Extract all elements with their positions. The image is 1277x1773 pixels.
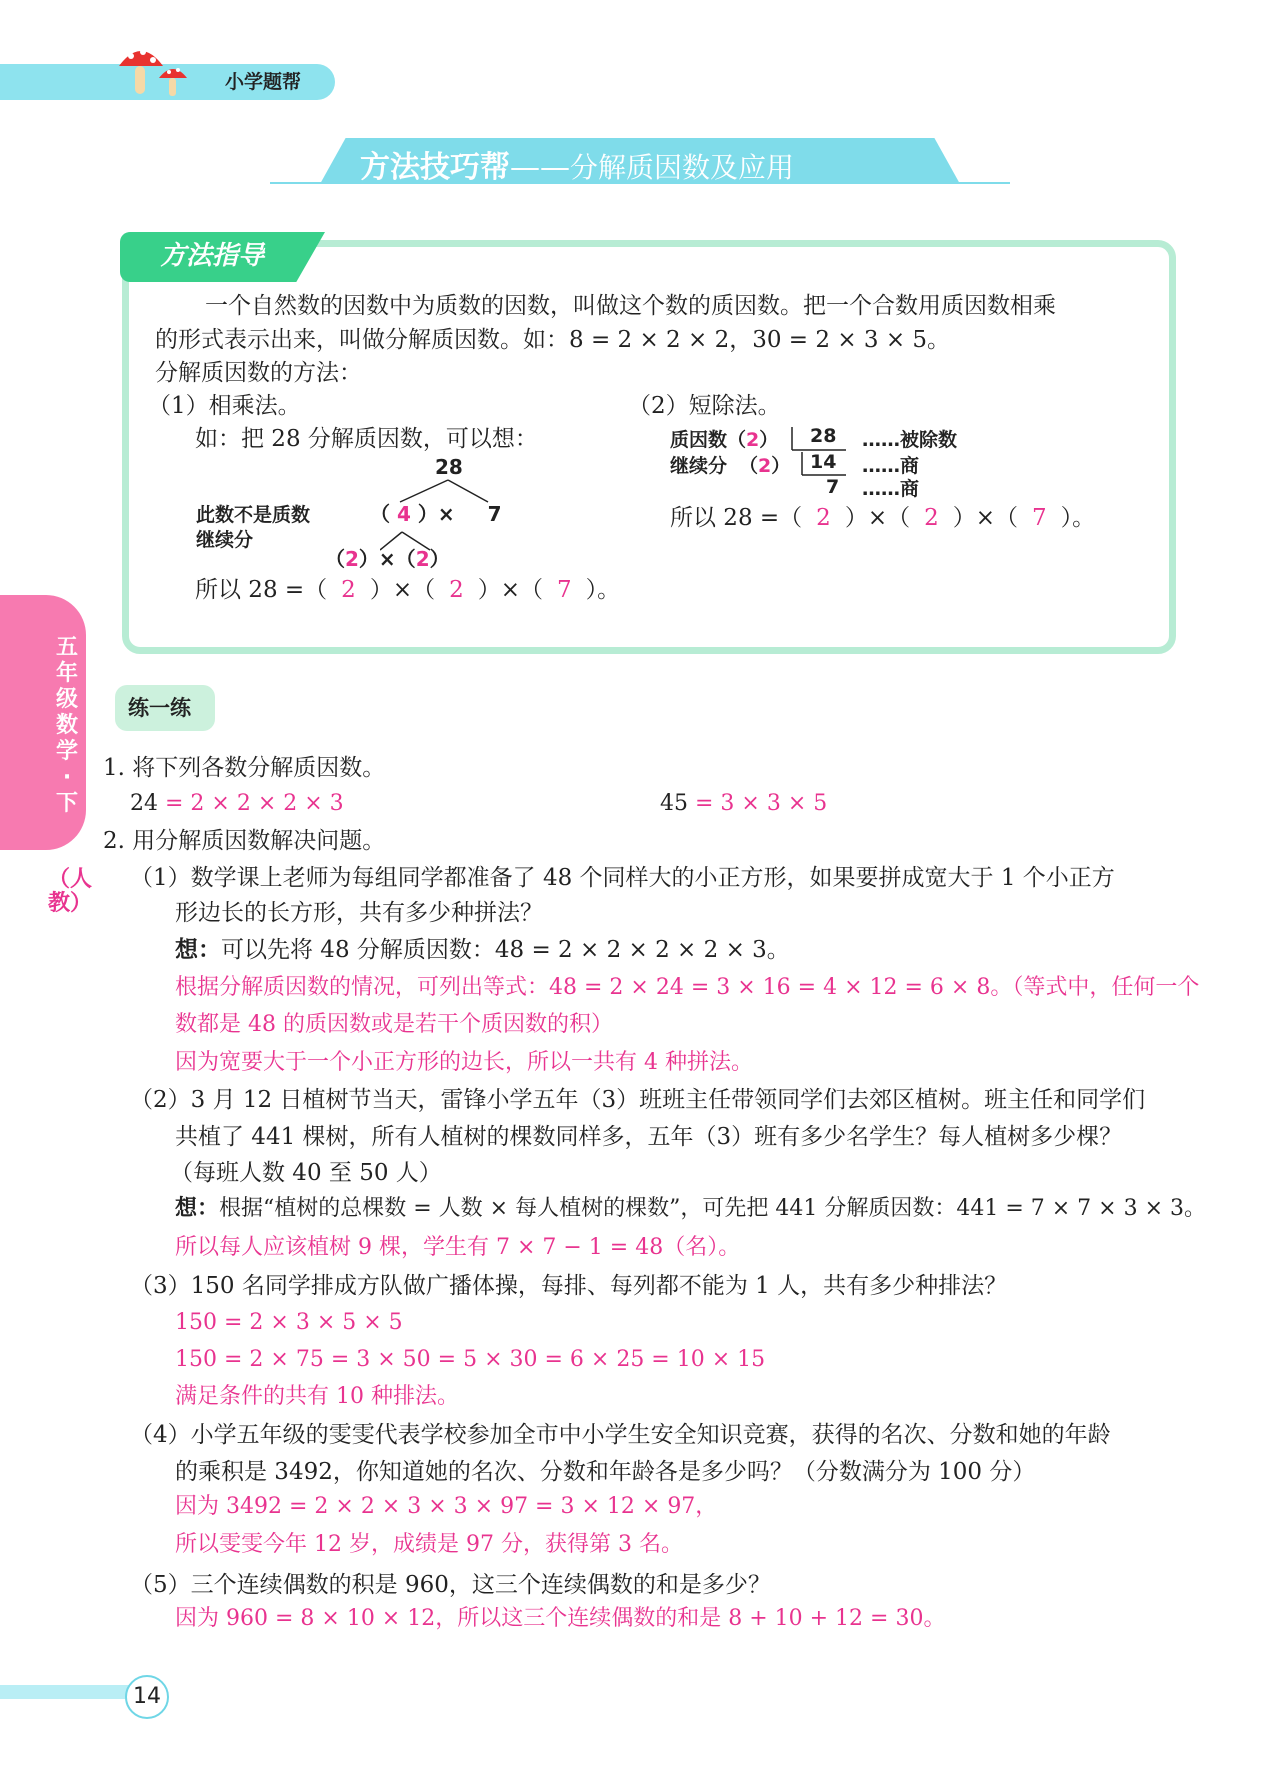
method1-label: （1）相乘法。 (148, 393, 301, 419)
q1-answer-left: 24 = 2 × 2 × 2 × 3 (130, 791, 344, 816)
q2-1-answer-2: 数都是 48 的质因数或是若干个质因数的积） (175, 1012, 613, 1037)
method2-label: （2）短除法。 (628, 393, 781, 419)
method1-example: 如：把 28 分解质因数，可以想： (195, 426, 538, 452)
grade-label: 五年级数学·下 (55, 635, 78, 816)
quotient-1-note: ……商 (862, 455, 920, 477)
mushroom-logo (115, 42, 195, 102)
guide-para-1: 一个自然数的因数中为质数的因数，叫做这个数的质因数。把一个合数用质因数相乘 (205, 293, 1056, 319)
brand-label: 小学题帮 (225, 71, 302, 93)
q2-1-hint: 想：可以先将 48 分解质因数：48 = 2 × 2 × 2 × 2 × 3。 (175, 937, 790, 963)
q2-1-line-1: （1）数学课上老师为每组同学都准备了 48 个同样大的小正方形，如果要拼成宽大于 1 个小正方 (130, 865, 1115, 891)
q2-4-answer-1: 因为 3492 = 2 × 2 × 3 × 3 × 97 = 3 × 12 × 97， (175, 1494, 718, 1519)
tree-answer: 2 (415, 547, 430, 571)
short-division-row-2: 继续分 （2） (670, 455, 791, 477)
q2-1-answer-3: 因为宽要大于一个小正方形的边长，所以一共有 4 种拼法。 (175, 1050, 753, 1075)
edition-label: （人教） (48, 867, 93, 916)
guide-para-3: 分解质因数的方法： (155, 360, 362, 386)
tree-top: 28 (435, 455, 463, 479)
q2-3-answer-2: 150 = 2 × 75 = 3 × 50 = 5 × 30 = 6 × 25 = 10 × 15 (175, 1347, 766, 1372)
tree-row-2: （2）×（2） (325, 547, 450, 571)
quotient-2-note: ……商 (862, 478, 920, 500)
q2-2-answer: 所以每人应该植树 9 棵，学生有 7 × 7 − 1 = 48（名）。 (175, 1235, 741, 1260)
tree-answer: 2 (345, 547, 359, 571)
q1-text: 1. 将下列各数分解质因数。 (103, 755, 386, 781)
tree-note-2: 继续分 (196, 529, 254, 551)
method2-result: 所以 28 =（ 2 ）×（ 2 ）×（ 7 ）。 (670, 505, 1096, 531)
q2-1-line-2: 形边长的长方形，共有多少种拼法？ (175, 900, 543, 926)
tree-row-1: （ 4 ）× 7 (370, 502, 502, 526)
q2-2-line-3: （每班人数 40 至 50 人） (170, 1160, 442, 1186)
quotient-2: 7 (826, 476, 840, 498)
tree-answer: 4 (396, 502, 411, 526)
quotient-1: 14 (810, 451, 837, 473)
q2-5-answer: 因为 960 = 8 × 10 × 12，所以这三个连续偶数的和是 8 + 10 + 12 = 30。 (175, 1606, 946, 1631)
q2-text: 2. 用分解质因数解决问题。 (103, 828, 386, 854)
method1-result: 所以 28 =（ 2 ）×（ 2 ）×（ 7 ）。 (195, 577, 621, 603)
method-guide-label: 方法指导 (160, 241, 265, 271)
dividend-note: ……被除数 (862, 429, 958, 451)
tree-note-1: 此数不是质数 (196, 504, 311, 526)
q2-4-line-1: （4）小学五年级的雯雯代表学校参加全市中小学生安全知识竞赛，获得的名次、分数和她的年龄 (130, 1422, 1111, 1448)
q2-4-answer-2: 所以雯雯今年 12 岁，成绩是 97 分，获得第 3 名。 (175, 1532, 683, 1557)
q2-2-line-1: （2）3 月 12 日植树节当天，雷锋小学五年（3）班班主任带领同学们去郊区植树。班主任和同学们 (130, 1087, 1146, 1113)
q1-answer-right: 45 = 3 × 3 × 5 (660, 791, 828, 816)
q2-3-answer-1: 150 = 2 × 3 × 5 × 5 (175, 1310, 403, 1335)
q2-5-line-1: （5）三个连续偶数的积是 960，这三个连续偶数的和是多少？ (130, 1572, 771, 1598)
q2-3-line-1: （3）150 名同学排成方队做广播体操，每排、每列都不能为 1 人，共有多少种排法？ (130, 1273, 1008, 1299)
dividend: 28 (810, 425, 837, 447)
short-division-row-1: 质因数（2） (670, 429, 779, 451)
title-sub: 分解质因数及应用 (570, 151, 795, 184)
title-main: 方法技巧帮 (360, 150, 510, 185)
practice-label: 练一练 (128, 696, 191, 720)
q2-1-answer-1: 根据分解质因数的情况，可列出等式：48 = 2 × 24 = 3 × 16 = 4 × 12 = 6 × 8。（等式中，任何一个 (175, 975, 1200, 1000)
q2-2-hint: 想：根据“植树的总棵数 = 人数 × 每人植树的棵数”，可先把 441 分解质因数：441 = 7 × 7 × 3 × 3。 (175, 1196, 1206, 1221)
title-dash: —— (510, 150, 570, 185)
q2-3-answer-3: 满足条件的共有 10 种排法。 (175, 1384, 459, 1409)
q2-4-line-2: 的乘积是 3492，你知道她的名次、分数和年龄各是多少吗？（分数满分为 100 分） (175, 1459, 1036, 1485)
guide-para-2: 的形式表示出来，叫做分解质因数。如：8 = 2 × 2 × 2，30 = 2 × 3 × 5。 (155, 327, 951, 353)
q2-2-line-2: 共植了 441 棵树，所有人植树的棵数同样多，五年（3）班有多少名学生？每人植树多少棵？ (175, 1124, 1123, 1150)
footer-bar (0, 1685, 140, 1699)
page-number: 14 (125, 1675, 169, 1719)
section-title (270, 138, 1010, 184)
